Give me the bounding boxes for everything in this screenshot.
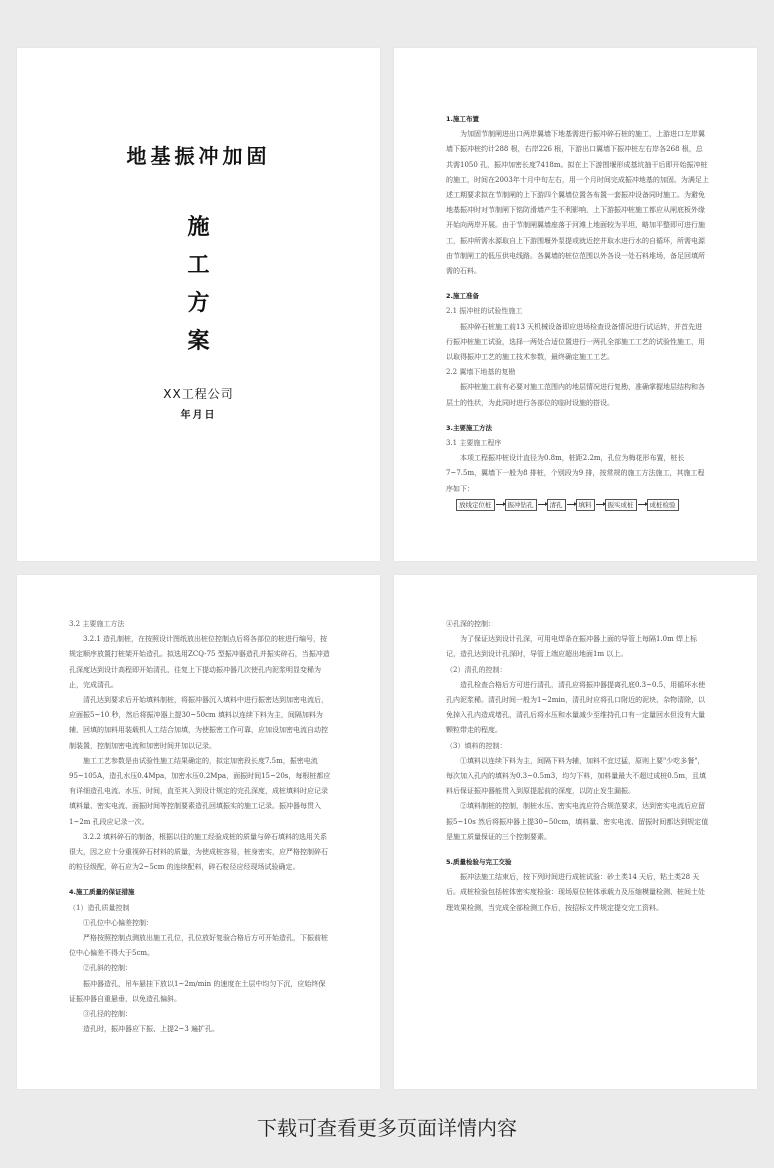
section-5-heading: 5.质量检验与完工交验	[446, 858, 512, 867]
subsection-heading: （1）造孔质量控制	[69, 903, 130, 912]
section-4-heading: 4.施工质量的保证措施	[69, 888, 135, 897]
page-4-content	[446, 617, 709, 916]
arrow-right-icon	[496, 504, 504, 505]
section-3-2-heading: 3.2 主要施工方法	[69, 620, 125, 628]
cover-char-2: 工	[187, 252, 210, 278]
section-2-2-heading: 2.2 翼墙下地基的复勘	[446, 368, 516, 377]
section-1-text: 为加固节制闸进出口两岸翼墙下地基需进行振冲碎石桩的施工，上游进口左岸翼墙下振冲桩约计288 根，右岸226 根，下游出口翼墙下振冲桩左右岸各268 根，总共需1050 孔，振冲加密长度7418m。拟在上下游围堰形成基坑抽干后即开始振冲桩的施工，时间在2003年十月中旬左右，用一个月时间完成振冲地基的加固。为满足上述工期要求拟在节制闸的上下游四个翼墙位置各布置一套振冲设备同时施工。为避免地基振冲时对节制闸下铭防滑墙产生不利影响，上下游振冲桩施工都应从闸底板外缘开始向两岸开展。由于节制闸翼墙座落于河滩上地面较为平坦，略加平整即可进行施工，振冲所需水源取自上下游围堰外泵提或就近挖井取水进行水的自循环，所需电源由节制闸工的低压供电线路。各翼墙的桩位范围以外各设一处石料堆场，备足回填所需的石料。	[446, 130, 709, 276]
item-heading: ①孔位中心偏差控制：	[83, 918, 153, 927]
paragraph: ①填料以连续下料为主，间隔下料为辅，加料不宜过猛，原则上要"少吃多餐"，每次加入孔内的填料为0.3~0.5m3，均匀下料，加料量最大不超过成桩0.5m，且填料后保证振冲器能贯入到原提起前的深度，以防止发生漏振。	[446, 756, 706, 796]
section-2-heading: 2.施工准备	[446, 292, 479, 301]
flow-step: 振冲钻孔	[505, 499, 537, 511]
paragraph: ②填料制桩的控制，制桩水压、密实电流应符合规范要求，达到密实电流后应留振5~10s 然后将振冲器上提30~50cm，填料量、密实电流、留振时间都达到规定值是施工质量保证的三个控制要素。	[446, 802, 709, 841]
arrow-right-icon	[596, 504, 604, 505]
paragraph: 振冲器造孔，吊车悬挂下放以1~2m/min 的速度在土层中均匀下沉，应始终保证振冲器自重悬垂，以免造孔偏斜。	[69, 979, 326, 1003]
cover-date: 年月日	[180, 410, 217, 421]
cover-char-4: 案	[187, 328, 210, 354]
section-2-1-text: 振冲碎石桩施工前13 天机械设备即应进场检查设备情况进行试运转，并首先进行振冲桩施工试验，选择一两处合适位置进行一两孔全部施工工艺的试验性施工，用以取得振冲工艺的施工技术参数，最终确定施工工艺。	[446, 322, 705, 362]
section-3-heading: 3.主要施工方法	[446, 423, 492, 432]
section-3-1-heading: 3.1 主要施工程序	[446, 439, 502, 448]
page-cover	[17, 48, 380, 561]
item-heading: ④孔深的控制：	[446, 620, 495, 628]
paragraph: 造孔检查合格后方可进行清孔，清孔应将振冲器提离孔底0.3~0.5，用循环水使孔内泥浆稀。清孔时间一般为1~2min，清孔时应将孔口附近的泥块、杂物清除，以免掉入孔内造成堵孔，清孔后将水压和水量减少至维持孔口有一定量回水但没有大量颗粒带走的程度。	[446, 680, 706, 735]
section-2-2-text: 振冲桩施工前有必要对施工范围内的地层情况进行复勘，准确掌握地层结构和各层土的性状，为此同时进行各部位的临时设施的搭设。	[446, 383, 705, 407]
item-heading: ②孔斜的控制：	[83, 964, 132, 973]
item-heading: ③孔径的控制：	[83, 1010, 132, 1019]
subsection-heading: （2）清孔的控制：	[446, 665, 507, 674]
section-1-heading: 1.施工布置	[446, 115, 479, 123]
section-2-1-heading: 2.1 振冲桩的试验性施工	[446, 307, 523, 316]
flow-step: 放线定位桩	[456, 499, 495, 511]
cover-title: 地基振冲加固	[126, 144, 271, 168]
paragraph: 清孔达到要求后开始填料制桩，将振冲器沉入填料中进行振密达到加密电流后，应面振5~10 秒，然后将振冲器上提30~50cm 填料以连续下料为主，间隔加料为辅，回填的加料用装载机人工结合加填，为使振密工作可靠，应加设加密电流自动控制装置，控制加密电流和加密时间并加以记录。	[69, 696, 328, 750]
paragraph: 施工工艺参数是由试验性施工结果确定的，拟定加密段长度7.5m，振密电流95~105A，造孔水压0.4Mpa，加密水压0.2Mpa，面振时间15~20s，每根桩都应有详细造孔电流、水压、时间，直至其入到设计规定的完孔深度，成桩填料时应记录填料量、密实电流、面振时间等控制要素造孔回填振实的施工记录。振冲器每贯入1~2m 孔段应记录一次。	[69, 756, 331, 826]
paragraph: 3.2.1 造孔制桩，在按照设计图纸放出桩位控制点后将各部位的桩进行编号，按规定顺序放置打桩架开始造孔。拟选用ZCQ-75 型振冲器造孔并振实碎石，当振冲造孔深度达到设计高程即开始清孔，往复上下提动振冲器几次使孔内泥浆明显变稀为止，完成清孔。	[69, 635, 330, 689]
page-3-content	[69, 617, 332, 1037]
paragraph: 造孔时，振冲器应下振、上提2~3 遍扩孔。	[83, 1025, 219, 1034]
flow-step: 成桩检验	[647, 499, 679, 511]
arrow-right-icon	[638, 504, 646, 505]
flow-step: 清孔	[547, 499, 566, 511]
process-flow	[456, 499, 709, 511]
page-2-content	[446, 112, 709, 511]
paragraph: 为了保证达到设计孔深，可用电焊条在振冲器上面的导管上每隔1.0m 焊上标记，造孔达到设计孔深时，导管上端应超出地面1m 以上。	[446, 635, 697, 659]
cover-company: XX工程公司	[163, 387, 234, 401]
page-4	[394, 575, 757, 1089]
section-3-1-text: 本项工程振冲桩设计直径为0.8m，桩距2.2m，孔位为梅花形布置，桩长7~7.5m，翼墙下一般为8 排桩，个别段为9 排，按常规的施工方法施工，其施工程序如下：	[446, 454, 705, 493]
subsection-heading: （3）填料的控制：	[446, 741, 507, 750]
paragraph: 振冲法施工结束后，按下列时间进行成桩试验：砂土类14 天后，粘土类28 天后。成桩检验包括桩体密实度检验：现场原位桩体承载力及压缩模量检测、桩间土处理效果检测，当完成全部检测工作后，按招标文件规定提交完工资料。	[446, 873, 705, 912]
page-2	[394, 48, 757, 561]
download-more-prompt: 下载可查看更多页面详情内容	[257, 1116, 517, 1140]
arrow-right-icon	[538, 504, 546, 505]
flow-step: 填料	[576, 499, 595, 511]
paragraph: 严格按照控制点测放出施工孔位，孔位放好复验合格后方可开始造孔，下振前桩位中心偏差不得大于5cm。	[69, 934, 328, 958]
paragraph: 3.2.2 填料碎石的制备，根据以往的施工经验成桩的质量与碎石填料的选用关系很大，因之应十分重视碎石材料的质量，为使成桩容易，桩身密实，应严格控制碎石的粒径级配，碎石应为2~5cm 的连续配料，碎石粒径应经现场试验确定。	[69, 832, 328, 872]
cover-char-3: 方	[187, 290, 210, 316]
page-3	[17, 575, 380, 1089]
cover-char-1: 施	[187, 214, 210, 240]
arrow-right-icon	[567, 504, 575, 505]
flow-step: 振实成桩	[605, 499, 637, 511]
